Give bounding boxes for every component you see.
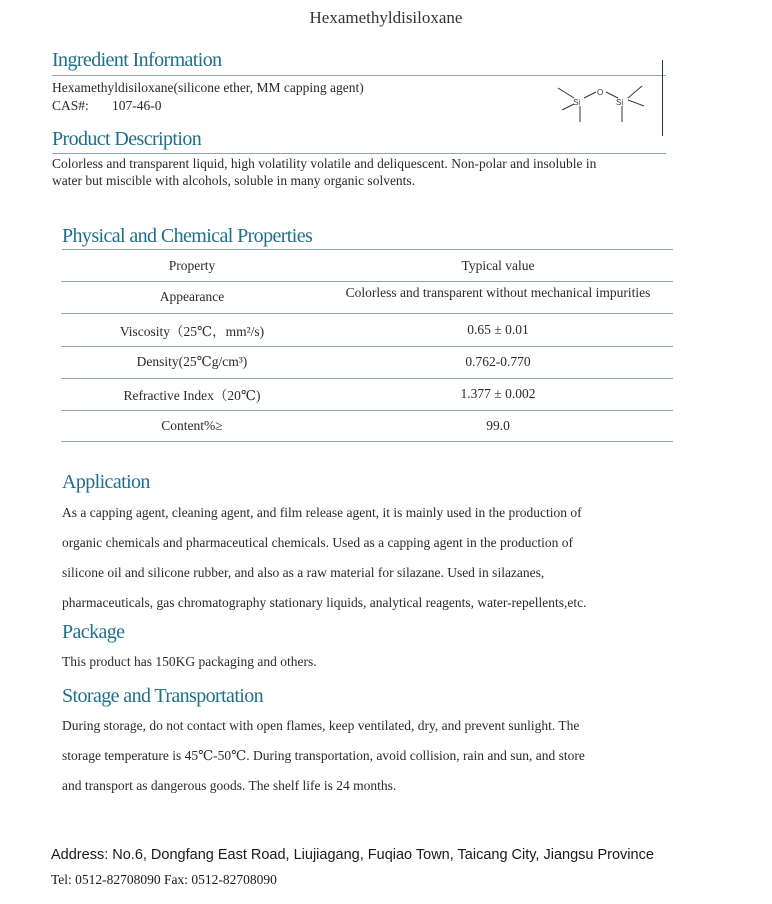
- footer-contact: Tel: 0512-82708090 Fax: 0512-82708090: [51, 872, 277, 887]
- property-cell: Appearance: [61, 281, 323, 313]
- document-title: Hexamethyldisiloxane: [309, 8, 463, 27]
- molecular-structure: [556, 76, 652, 128]
- package-text: This product has 150KG packaging and others.: [62, 654, 317, 669]
- cas-value: 107-46-0: [112, 98, 162, 113]
- oxygen-label: O: [597, 88, 604, 97]
- properties-heading: Physical and Chemical Properties: [62, 225, 313, 247]
- description-heading: Product Description: [52, 128, 202, 150]
- si-right-label: Si: [616, 98, 624, 107]
- storage-line-1: During storage, do not contact with open flames, keep ventilated, dry, and prevent sunlight. The: [62, 718, 580, 733]
- table-header-row: [61, 251, 673, 281]
- ingredient-name: Hexamethyldisiloxane(silicone ether, MM capping agent): [52, 80, 364, 95]
- properties-table: [61, 251, 673, 442]
- description-line-1: Colorless and transparent liquid, high volatility volatile and deliquescent. Non-polar and insoluble in: [52, 156, 597, 171]
- value-cell: 99.0: [323, 410, 673, 441]
- property-cell: Content%≥: [61, 410, 323, 441]
- value-cell: 0.762-0.770: [323, 346, 673, 378]
- application-line-1: As a capping agent, cleaning agent, and film release agent, it is mainly used in the production of: [62, 505, 582, 520]
- property-cell: Density(25℃g/cm³): [61, 346, 323, 378]
- col-header-property: Property: [61, 251, 323, 281]
- description-line-2: water but miscible with alcohols, soluble in many organic solvents.: [52, 173, 416, 188]
- footer-address: Address: No.6, Dongfang East Road, Liujiagang, Fuqiao Town, Taicang City, Jiangsu Province: [51, 847, 654, 863]
- table-row: [61, 378, 673, 410]
- ingredient-heading: Ingredient Information: [52, 49, 222, 71]
- application-heading: Application: [62, 471, 150, 493]
- value-cell: 0.65 ± 0.01: [323, 313, 673, 346]
- application-line-4: pharmaceuticals, gas chromatography stationary liquids, analytical reagents, water-repellents,etc.: [62, 595, 587, 610]
- value-cell: Colorless and transparent without mechanical impurities: [323, 281, 673, 313]
- si-left-label: Si: [573, 98, 581, 107]
- description-rule: [52, 153, 666, 154]
- storage-line-3: and transport as dangerous goods. The shelf life is 24 months.: [62, 778, 397, 793]
- application-line-3: silicone oil and silicone rubber, and also as a raw material for silazane. Used in silazanes,: [62, 565, 545, 580]
- property-cell: Refractive Index（20℃): [61, 378, 323, 410]
- cas-label: CAS#:: [52, 98, 89, 113]
- table-row: [61, 410, 673, 441]
- col-header-value: Typical value: [323, 251, 673, 281]
- storage-line-2: storage temperature is 45℃-50℃. During transportation, avoid collision, rain and sun, and store: [62, 748, 585, 763]
- table-row: [61, 346, 673, 378]
- property-cell: Viscosity（25℃，mm²/s): [61, 313, 323, 346]
- value-cell: 1.377 ± 0.002: [323, 378, 673, 410]
- table-row: [61, 313, 673, 346]
- properties-rule: [62, 249, 673, 250]
- storage-heading: Storage and Transportation: [62, 685, 264, 707]
- package-heading: Package: [62, 621, 125, 643]
- structure-divider: [662, 60, 663, 136]
- application-line-2: organic chemicals and pharmaceutical chemicals. Used as a capping agent in the production of: [62, 535, 574, 550]
- table-row: [61, 281, 673, 313]
